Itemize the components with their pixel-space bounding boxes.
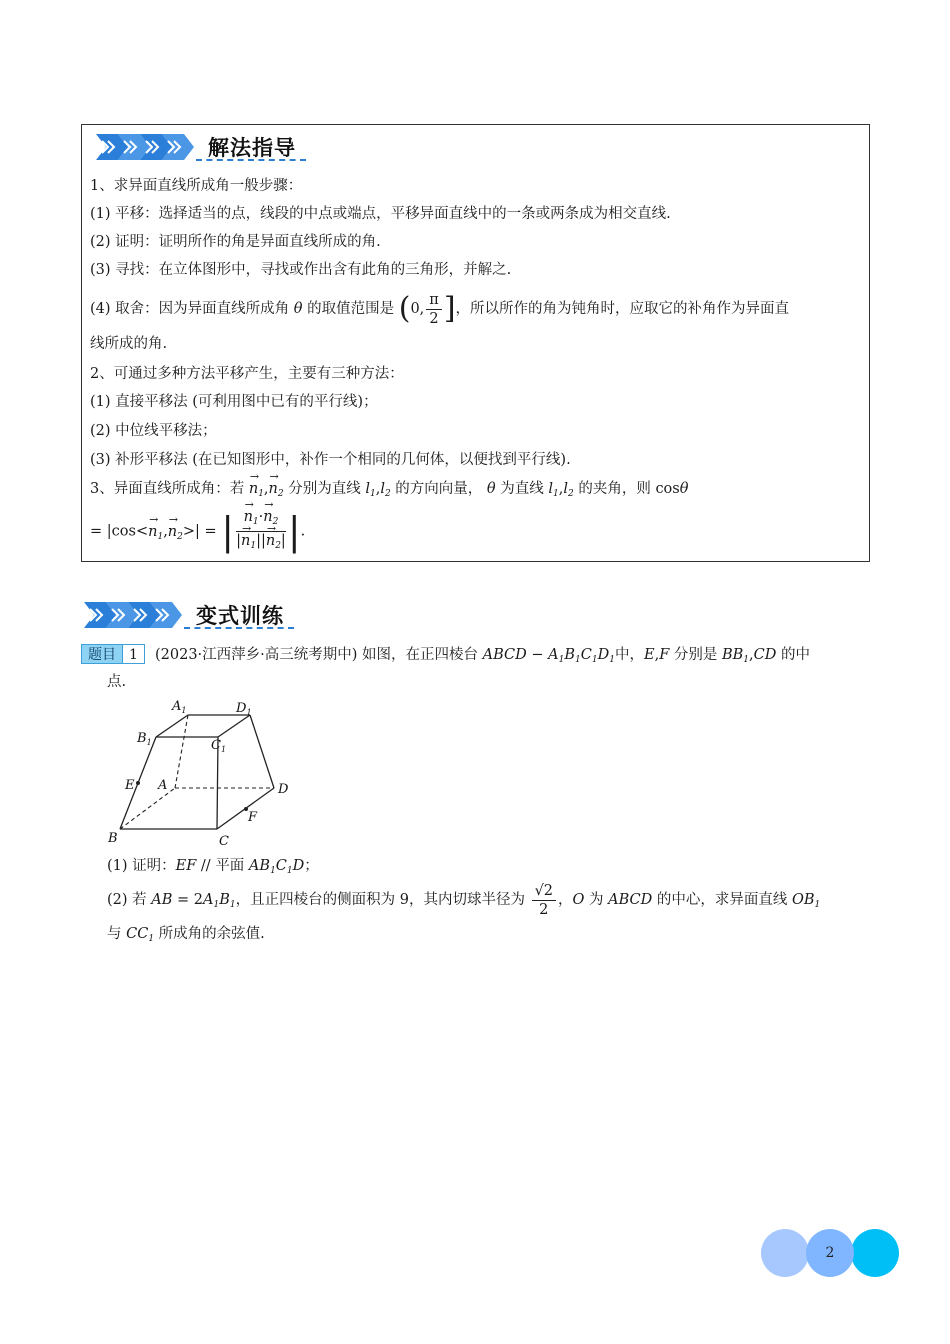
guide-line-10: (3) 补形平移法 (在已知图形中，补作一个相同的几何体，以便找到平行线).: [90, 452, 571, 468]
figure-label-a1: $A_1$: [172, 699, 187, 715]
page-number-badge: [761, 1229, 901, 1277]
figure-label-b1: $B_1$: [137, 731, 152, 747]
guide-line-1: 1、求异面直线所成角一般步骤：: [90, 178, 303, 194]
frustum-figure: [100, 695, 300, 850]
guide-line-2: (1) 平移：选择适当的点，线段的中点或端点，平移异面直线中的一条或两条成为相交直线.: [90, 206, 671, 222]
guide-line-9: (2) 中位线平移法；: [90, 423, 217, 439]
guide-line-11: 3、异面直线所成角：若 → $n_1,\to n_2$ 分别为直线 $l_1,l_2$ 的方向向量， θ 为直线 $l_1,l_2$ 的夹角，则 cosθ: [90, 479, 688, 504]
figure-label-d: D: [278, 782, 289, 797]
practice-banner: [84, 600, 304, 634]
question-part-1: (1) 证明：EF // 平面 $AB_1C_1D$；: [107, 858, 319, 876]
page-number: 2: [825, 1245, 835, 1261]
guide-line-5: (4) 取舍：因为异面直线所成角 θ 的取值范围是 (0, $\frac{\pi}{2}$ ]，所以所作的角为钝角时，应取它的补角作为异面直: [90, 291, 790, 327]
practice-title-underline: [184, 627, 294, 629]
figure-label-f: F: [248, 810, 258, 825]
question-tag-number: 1: [123, 644, 145, 664]
practice-title: 变式训练: [196, 604, 284, 628]
question-line-2: 点.: [107, 674, 127, 690]
question-part-2: (2) 若 AB = $2A_1B_1$，且正四棱台的侧面积为 9，其内切球半径为 $\frac{√2}{2}$ ，O 为 ABCD 的中心，求异面直线 $OB_1$: [107, 882, 821, 918]
question-line-1: (2023·江西萍乡·高三统考期中) 如图，在正四棱台 ABCD − $A_1B_1C_1D_1$中，E,F 分别是 $BB_1,CD$ 的中: [155, 647, 810, 665]
guide-title: 解法指导: [208, 136, 296, 160]
figure-label-c: C: [219, 834, 229, 849]
figure-label-e: E: [125, 778, 135, 793]
question-tag-label: 题目: [81, 644, 123, 664]
chevron-arrows-icon: [84, 600, 190, 630]
figure-label-d1: $D_1$: [236, 701, 252, 717]
figure-label-a: A: [158, 778, 168, 793]
guide-line-6: 线所成的角.: [90, 336, 168, 352]
figure-label-b: B: [108, 831, 118, 846]
badge-circle-left: [761, 1229, 809, 1277]
guide-line-4: (3) 寻找：在立体图形中，寻找或作出含有此角的三角形，并解之.: [90, 262, 512, 278]
guide-line-3: (2) 证明：证明所作的角是异面直线所成的角.: [90, 234, 381, 250]
question-part-2-cont: 与 $CC_1$ 所成角的余弦值.: [107, 926, 265, 944]
guide-formula: = $|\cos<\to n_1,\to n_2>|$ = | → $\frac{n_1\cdot\to n_2}{|\to n_1||\to n_2|}$ |.: [90, 508, 305, 560]
guide-line-7: 2、可通过多种方法平移产生，主要有三种方法：: [90, 366, 404, 382]
guide-line-8: (1) 直接平移法 (可利用图中已有的平行线)；: [90, 394, 378, 410]
badge-circle-right: [851, 1229, 899, 1277]
question-tag: [81, 644, 145, 664]
figure-label-c1: $C_1$: [211, 738, 227, 754]
